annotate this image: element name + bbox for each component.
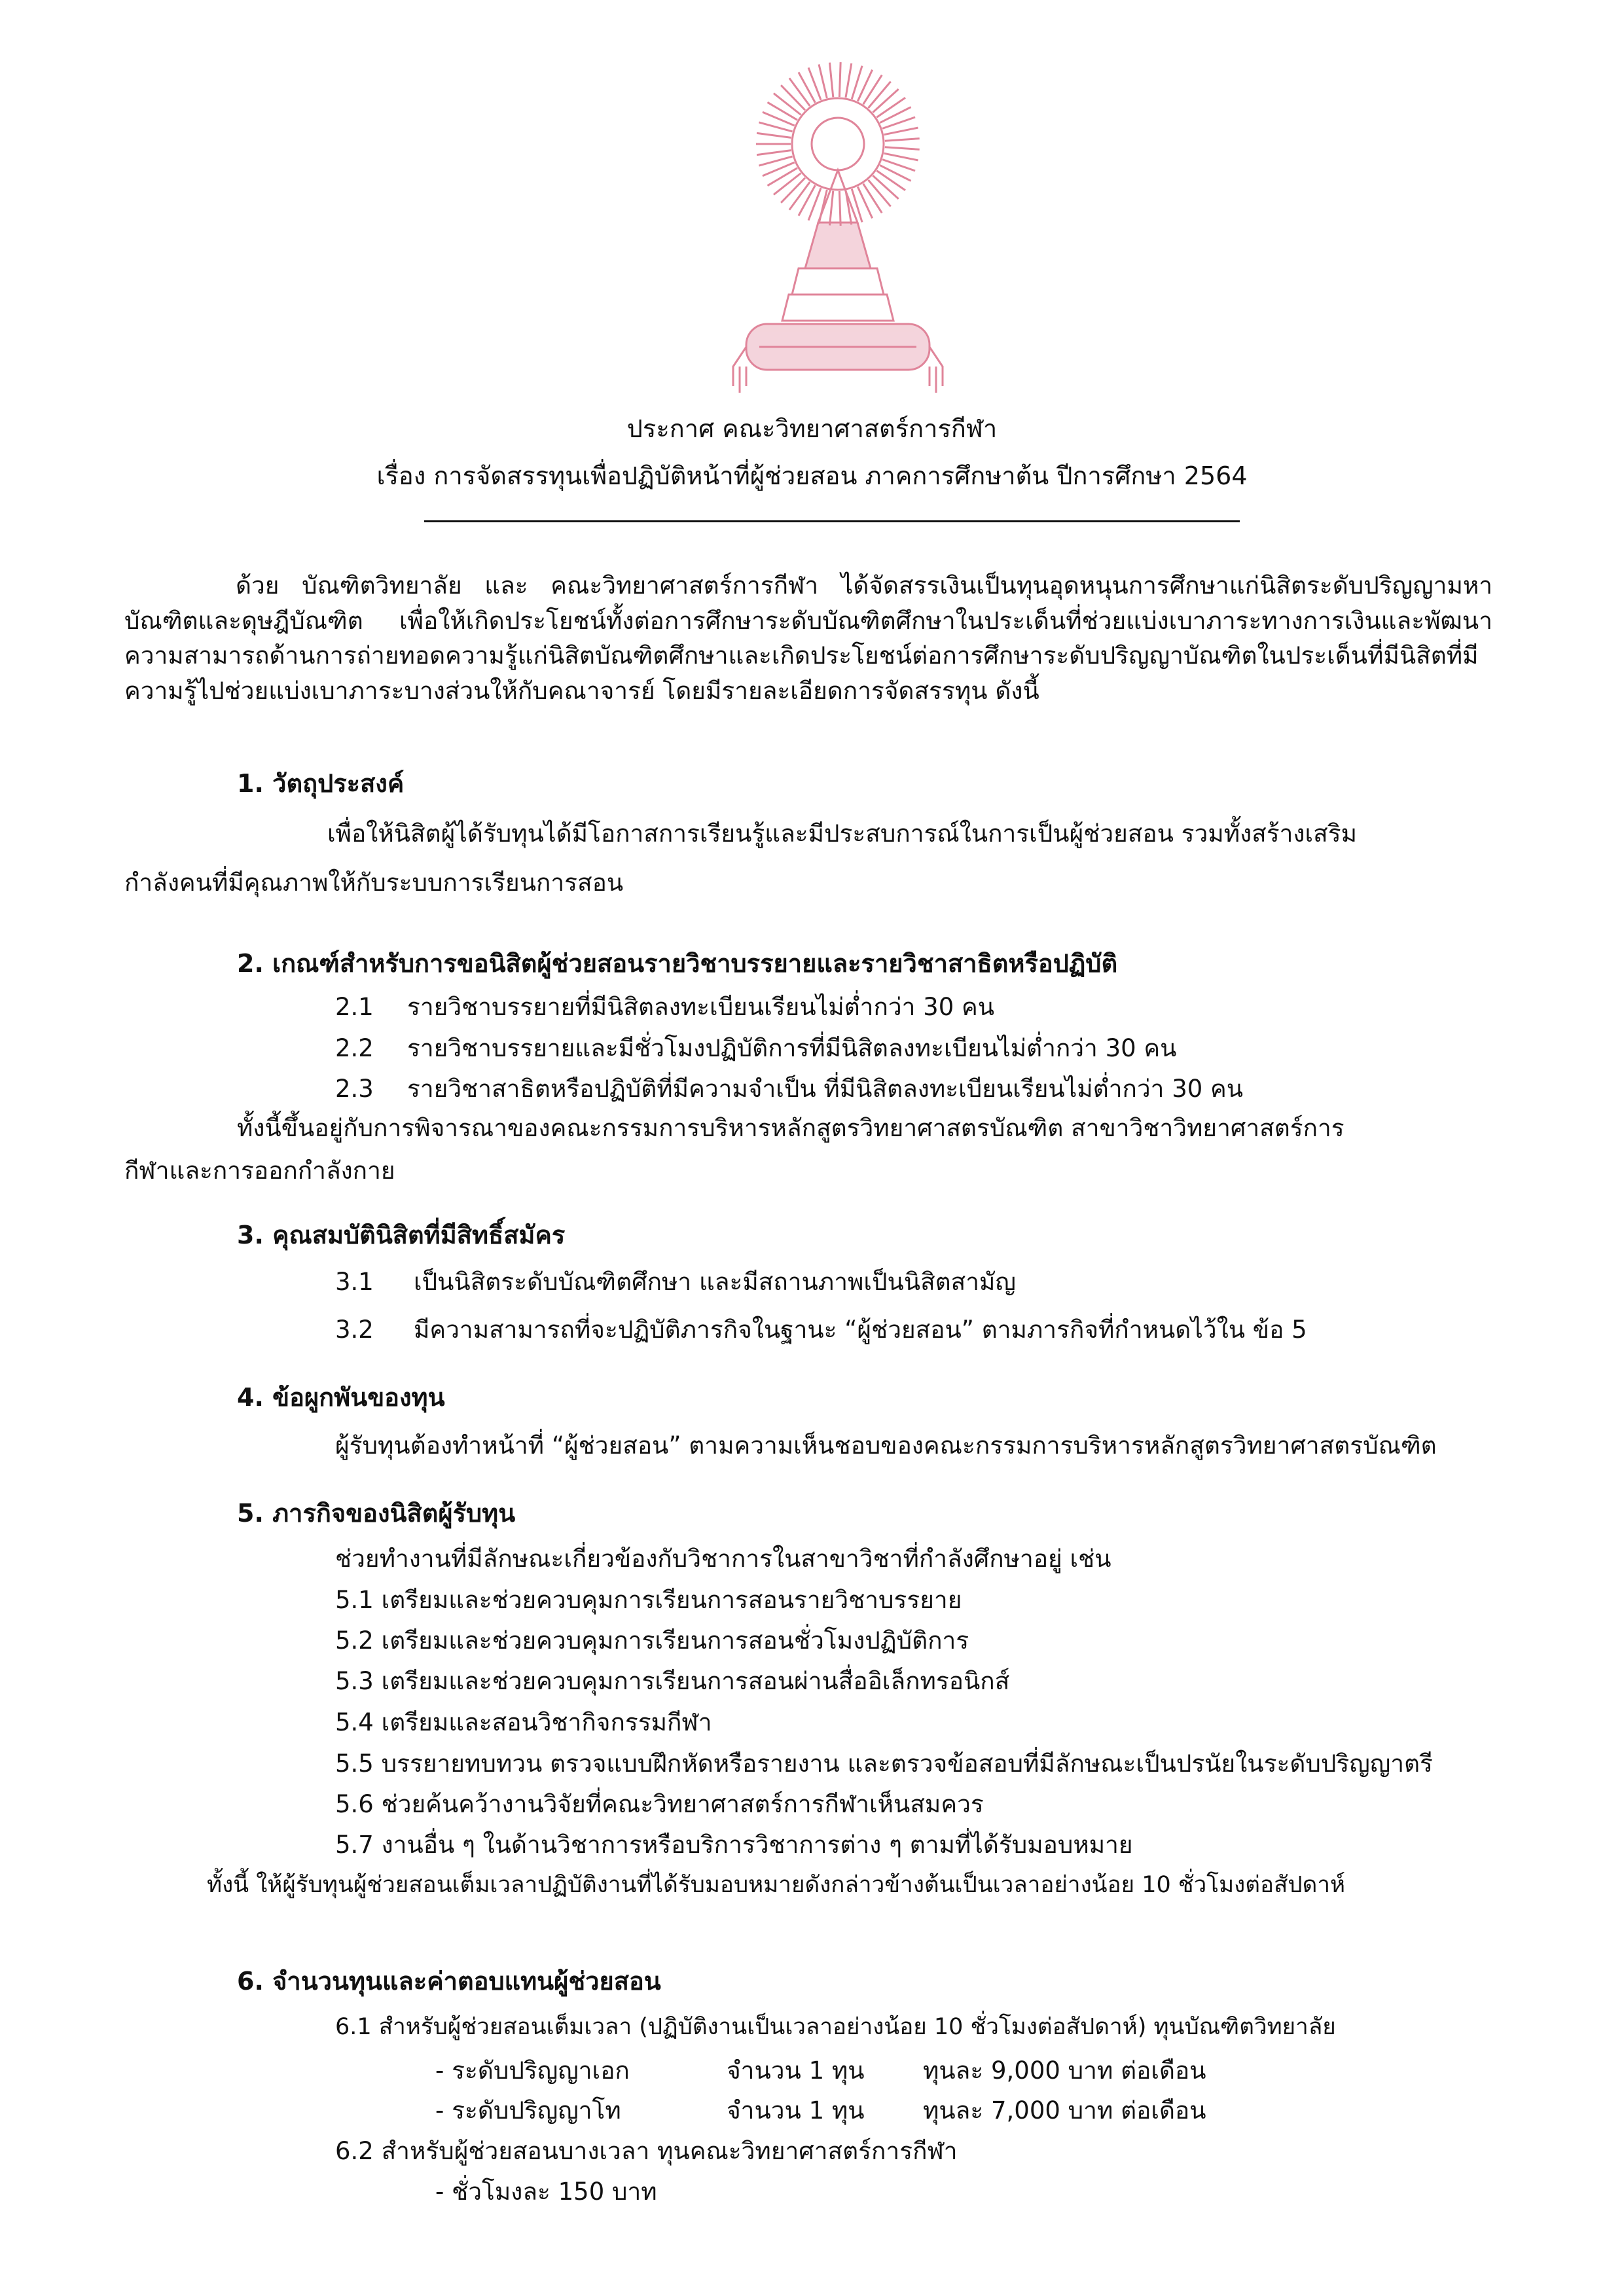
section-5-note: ทั้งนี้ ให้ผู้รับทุนผู้ช่วยสอนเต็มเวลาปฏิบัติงานที่ได้รับมอบหมายดังกล่าวข้างต้นเป็นเวลาอย่างน้อย 10 ชั่วโมงต่อสัปดาห์ [207, 1872, 1346, 1898]
item-number: 3.2 [335, 1316, 374, 1344]
section-5-lead: ช่วยทำงานที่มีลักษณะเกี่ยวข้องกับวิชาการในสาขาวิชาที่กำลังศึกษาอยู่ เช่น [335, 1545, 1111, 1573]
item-text: มีความสามารถที่จะปฏิบัติภารกิจในฐานะ “ผู้ช่วยสอน” ตามภารกิจที่กำหนดไว้ใน ข้อ 5 [414, 1316, 1307, 1344]
title-divider [424, 520, 1240, 522]
list-item [335, 1265, 1016, 1300]
section-5-heading: 5. ภารกิจของนิสิตผู้รับทุน [237, 1499, 516, 1528]
list-item: 5.5 บรรยายทบทวน ตรวจแบบฝึกหัดหรือรายงาน และตรวจข้อสอบที่มีลักษณะเป็นปรนัยในระดับปริญญาตรี [335, 1749, 1433, 1778]
section-2-note-1: ทั้งนี้ขึ้นอยู่กับการพิจารณาของคณะกรรมการบริหารหลักสูตรวิทยาศาสตรบัณฑิต สาขาวิชาวิทยาศาสตร์การ [237, 1114, 1344, 1142]
table-row [435, 2093, 1206, 2128]
degree-level: - ระดับปริญญาโท [435, 2096, 621, 2125]
section-1-line-2: กำลังคนที่มีคุณภาพให้กับระบบการเรียนการสอน [124, 869, 624, 897]
university-emblem [720, 59, 956, 412]
grant-count: จำนวน 1 ทุน [727, 2056, 865, 2085]
list-item [335, 1312, 1307, 1348]
item-number: 2.2 [335, 1034, 374, 1062]
section-2-note-2: กีฬาและการออกกำลังกาย [124, 1157, 395, 1185]
intro-text: ด้วย บัณฑิตวิทยาลัย และ คณะวิทยาศาสตร์การกีฬา ได้จัดสรรเงินเป็นทุนอุดหนุนการศึกษาแก่นิสิตระดับปริญญามหาบัณฑิตและดุษฎีบัณฑิต เพื่อให้เกิดประโยชน์ทั้งต่อการศึกษาระดับบัณฑิตศึกษาในประเด็นที่ช่วยแบ่งเบาภาระทางการเงินและพัฒนาความสามารถด้านการถ่ายทอดความรู้แก่นิสิตบัณฑิตศึกษาและเกิดประโยชน์ต่อการศึกษาระดับปริญญาบัณฑิตในประเด็นที่มีนิสิตที่มีความรู้ไปช่วยแบ่งเบาภาระบางส่วนให้กับคณาจารย์ โดยมีรายละเอียดการจัดสรรทุน ดังนี้ [124, 571, 1492, 705]
list-item: 5.4 เตรียมและสอนวิชากิจกรรมกีฬา [335, 1708, 712, 1736]
section-4-heading: 4. ข้อผูกพันของทุน [237, 1383, 445, 1412]
item-number: 3.1 [335, 1268, 374, 1296]
item-text: รายวิชาบรรยายและมีชั่วโมงปฏิบัติการที่มีนิสิตลงทะเบียนไม่ต่ำกว่า 30 คน [407, 1034, 1177, 1062]
list-item: 5.2 เตรียมและช่วยควบคุมการเรียนการสอนชั่วโมงปฏิบัติการ [335, 1626, 969, 1655]
degree-level: - ระดับปริญญาเอก [435, 2056, 630, 2085]
item-text: รายวิชาบรรยายที่มีนิสิตลงทะเบียนเรียนไม่ต่ำกว่า 30 คน [407, 993, 995, 1021]
grant-amount: ทุนละ 9,000 บาท ต่อเดือน [923, 2056, 1206, 2085]
section-6-sub-2: 6.2 สำหรับผู้ช่วยสอนบางเวลา ทุนคณะวิทยาศาสตร์การกีฬา [335, 2137, 958, 2165]
section-6-sub-1: 6.1 สำหรับผู้ช่วยสอนเต็มเวลา (ปฏิบัติงานเป็นเวลาอย่างน้อย 10 ชั่วโมงต่อสัปดาห์) ทุนบัณฑิตวิทยาลัย [335, 2014, 1336, 2040]
grant-amount: ทุนละ 7,000 บาท ต่อเดือน [923, 2096, 1206, 2125]
announcement-subject: เรื่อง การจัดสรรทุนเพื่อปฏิบัติหน้าที่ผู้ช่วยสอน ภาคการศึกษาต้น ปีการศึกษา 2564 [376, 461, 1248, 490]
list-item: 5.7 งานอื่น ๆ ในด้านวิชาการหรือบริการวิชาการต่าง ๆ ตามที่ได้รับมอบหมาย [335, 1831, 1133, 1859]
list-item: 5.3 เตรียมและช่วยควบคุมการเรียนการสอนผ่านสื่ออิเล็กทรอนิกส์ [335, 1667, 1010, 1695]
item-text: เป็นนิสิตระดับบัณฑิตศึกษา และมีสถานภาพเป็นนิสิตสามัญ [414, 1268, 1016, 1296]
hourly-rate: - ชั่วโมงละ 150 บาท [435, 2178, 657, 2206]
grant-count: จำนวน 1 ทุน [727, 2096, 865, 2125]
intro-paragraph [124, 568, 1492, 709]
list-item: 5.6 ช่วยค้นคว้างานวิจัยที่คณะวิทยาศาสตร์การกีฬาเห็นสมควร [335, 1790, 984, 1818]
section-6-heading: 6. จำนวนทุนและค่าตอบแทนผู้ช่วยสอน [237, 1967, 661, 1996]
section-1-heading: 1. วัตถุประสงค์ [237, 769, 405, 798]
item-number: 2.3 [335, 1075, 374, 1103]
announcement-title: ประกาศ คณะวิทยาศาสตร์การกีฬา [626, 414, 998, 443]
section-4-text: ผู้รับทุนต้องทำหน้าที่ “ผู้ช่วยสอน” ตามความเห็นชอบของคณะกรรมการบริหารหลักสูตรวิทยาศาสตรบัณฑิต [335, 1431, 1437, 1460]
list-item [335, 990, 994, 1025]
table-row [435, 2053, 1206, 2089]
item-text: รายวิชาสาธิตหรือปฏิบัติที่มีความจำเป็น ที่มีนิสิตลงทะเบียนเรียนไม่ต่ำกว่า 30 คน [407, 1075, 1244, 1103]
section-1-line-1: เพื่อให้นิสิตผู้ได้รับทุนได้มีโอกาสการเรียนรู้และมีประสบการณ์ในการเป็นผู้ช่วยสอน รวมทั้งสร้างเสริม [327, 819, 1357, 848]
list-item: 5.1 เตรียมและช่วยควบคุมการเรียนการสอนรายวิชาบรรยาย [335, 1586, 962, 1614]
section-2-heading: 2. เกณฑ์สำหรับการขอนิสิตผู้ช่วยสอนรายวิชาบรรยายและรายวิชาสาธิตหรือปฏิบัติ [237, 949, 1118, 978]
item-number: 2.1 [335, 993, 374, 1021]
list-item [335, 1071, 1243, 1107]
list-item [335, 1031, 1176, 1066]
section-3-heading: 3. คุณสมบัตินิสิตที่มีสิทธิ์สมัคร [237, 1221, 566, 1249]
